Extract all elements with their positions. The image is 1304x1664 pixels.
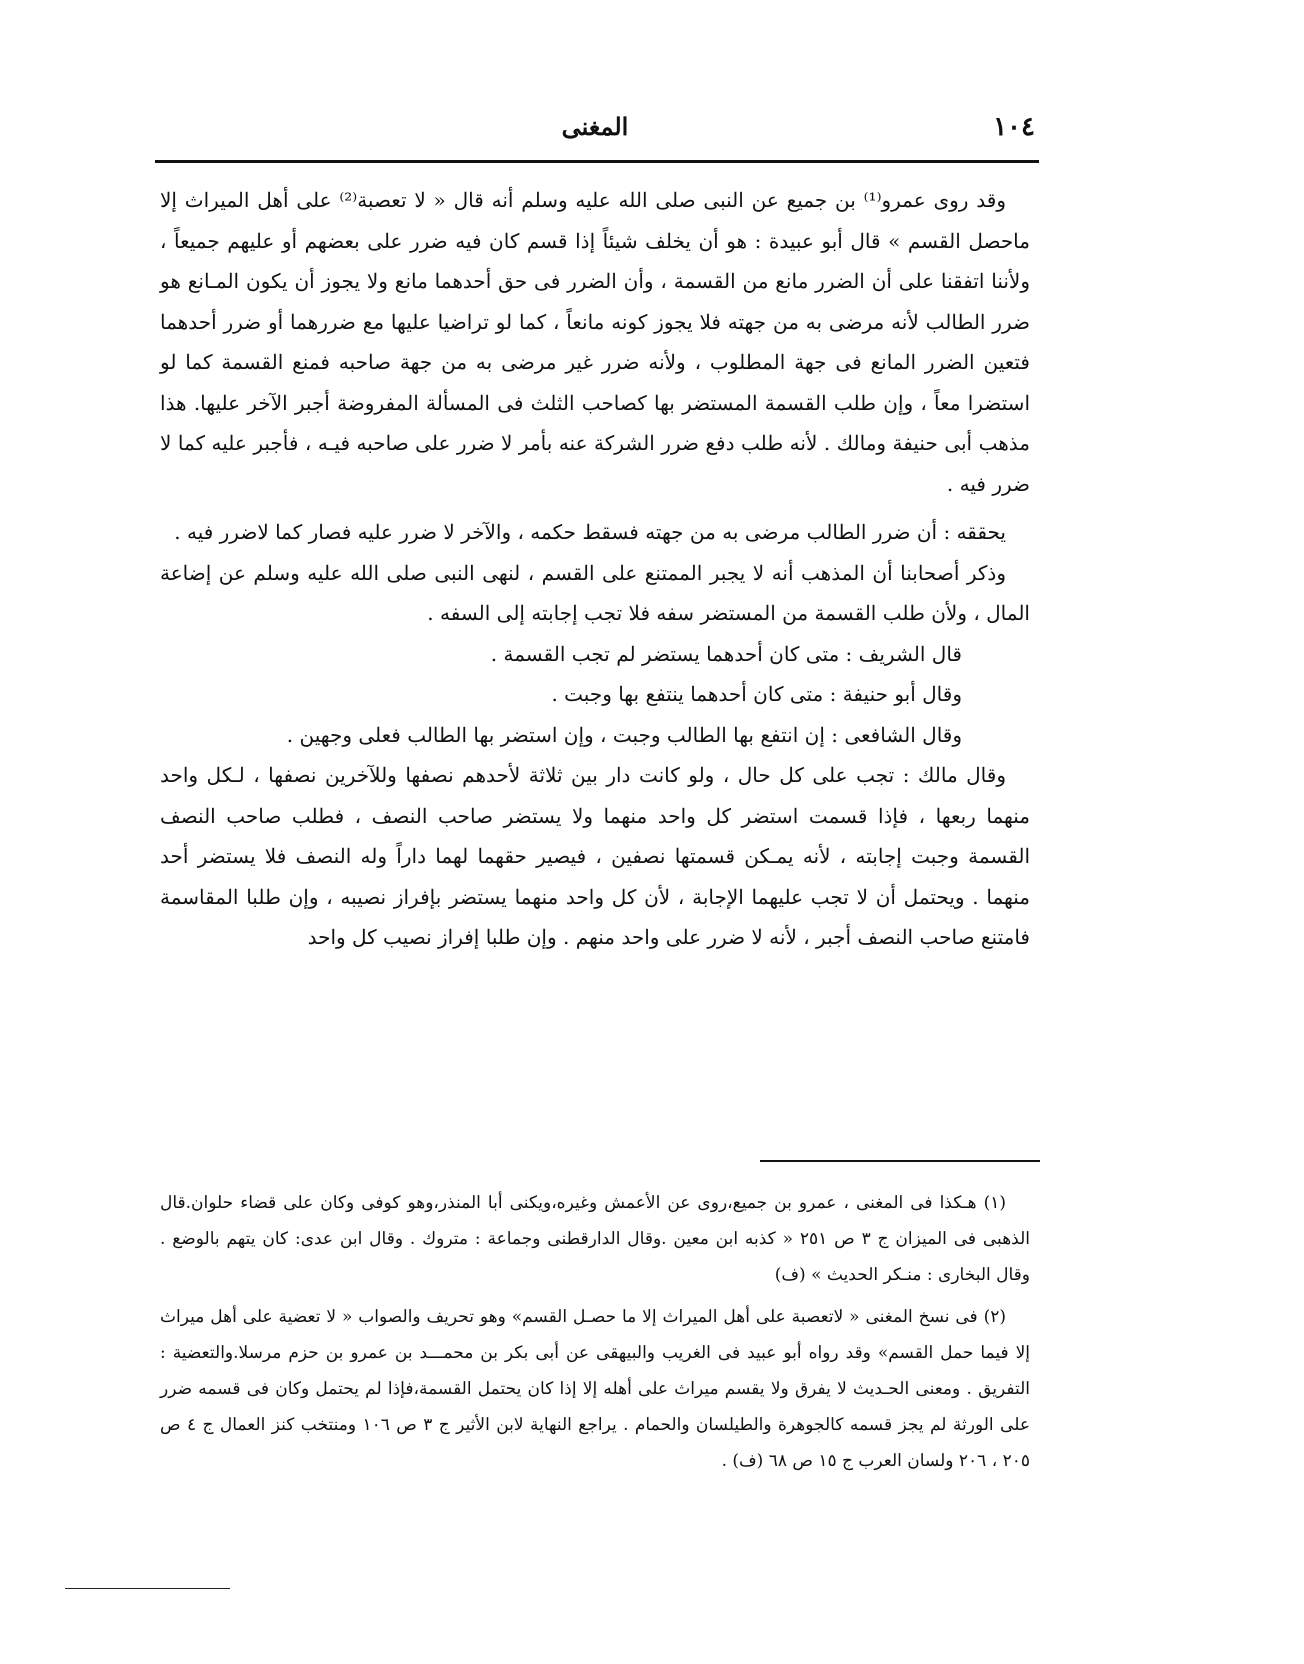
paragraph: وقال أبو حنيفة : متى كان أحدهما ينتفع بها وجبت . <box>551 682 962 706</box>
footnotes <box>160 1185 1030 1485</box>
paragraph: وقال مالك : تجب على كل حال ، ولو كانت دار بين ثلاثة لأحدهم نصفها وللآخرين نصفها ، لـكل واحد منهما ربعها ، فإذا قسمت استضر كل واحد منهما ولا يستضر صاحب النصف ، فطلب صاحب النصف القسمة وجبت إجابته ، لأنه يمـكن قسمتها نصفين ، فيصير حقهما لهما داراً وله النصف فلا يستضر أحد منهما . ويحتمل أن لا تجب عليهما الإجابة ، لأن كل واحد منهما يستضر بإفراز نصيبه ، وإن طلبا المقاسمة فامتنع صاحب النصف أجبر ، لأنه لا ضرر على واحد منهم . وإن طلبا إفراز نصيب كل واحد <box>160 763 1030 949</box>
footnote-1: (١) هـكذا فى المغنى ، عمرو بن جميع،روى عن الأعمش وغيره،ويكنى أبا المنذر،وهو كوفى وكان على قضاء حلوان.قال الذهبى فى الميزان ج ٣ ص ٢٥١ « كذبه ابن معين .وقال الدارقطنى وجماعة : متروك . وقال ابن عدى: كان يتهم بالوضع . وقال البخارى : منـكر الحديث » (ف) <box>160 1193 1030 1285</box>
paragraph: وقال الشافعى : إن انتفع بها الطالب وجبت ، وإن استضر بها الطالب فعلى وجهين . <box>286 722 962 747</box>
paragraph: وقد روى عمرو⁽¹⁾ بن جميع عن النبى صلى الله عليه وسلم أنه قال « لا تعصبة⁽²⁾ على أهل الميراث إلا ماحصل القسم » قال أبو عبيدة : هو أن يخلف شيئاً إذا قسم كان فيه ضرر على بعضهم أو عليهم جميعاً ، ولأننا اتفقنا على أن الضرر مانع من القسمة ، وأن الضرر فى حق أحدهما مانع ولا يجوز أن يكون المـانع هو ضرر الطالب لأنه مرضى به من جهته فلا يجوز كونه مانعاً ، كما لو تراضيا عليها مع ضررهما أو ضرر أحدهما فتعين الضرر المانع فى جهة المطلوب ، ولأنه ضرر غير مرضى به من جهة صاحبه فمنع القسمة كما لو استضرا معاً ، وإن طلب القسمة المستضر بها كصاحب الثلث فى المسألة المفروضة أجبر الآخر عليها. هذا مذهب أبى حنيفة ومالك . لأنه طلب دفع ضرر الشركة عنه بأمر لا ضرر على صاحبه فيـه ، فأجبر عليه كما لا ضرر فيه . <box>160 188 1030 496</box>
main-text <box>160 180 1030 958</box>
page-number: ١٠٤ <box>993 112 1035 142</box>
running-title: المغنى <box>561 112 629 141</box>
footnote-separator <box>760 1160 1040 1162</box>
paragraph: وذكر أصحابنا أن المذهب أنه لا يجبر الممتنع على القسم ، لنهى النبى صلى الله عليه وسلم عن إضاعة المال ، ولأن طلب القسمة من المستضر سفه فلا تجب إجابته إلى السفه . <box>160 560 1030 625</box>
page-header <box>155 112 1035 152</box>
footnote-2: (٢) فى نسخ المغنى « لاتعصبة على أهل الميراث إلا ما حصـل القسم» وهو تحريف والصواب « لا تعضية على أهل ميراث إلا فيما حمل القسم» وقد رواه أبو عبيد فى الغريب والبيهقى عن أبى بكر بن محمـــد بن عمرو بن حزم مرسلا.والتعضية : التفريق . ومعنى الحـديث لا يفرق ولا يقسم ميراث على أهله إلا إذا كان يحتمل القسمة،فإذا لم يحتمل وكان فى قسمه ضرر على الورثة لم يجز قسمه كالجوهرة والطيلسان والحمام . يراجع النهاية لابن الأثير ج ٣ ص ١٠٦ ومنتخب كنز العمال ج ٤ ص ٢٠٥ ، ٢٠٦ ولسان العرب ج ١٥ ص ٦٨ (ف) . <box>160 1307 1030 1471</box>
paragraph: قال الشريف : متى كان أحدهما يستضر لم تجب القسمة . <box>490 641 962 666</box>
header-rule <box>155 160 1039 163</box>
paragraph: يحققه : أن ضرر الطالب مرضى به من جهته فسقط حكمه ، والآخر لا ضرر عليه فصار كما لاضرر فيه . <box>174 520 1006 544</box>
bottom-rule <box>65 1588 230 1589</box>
